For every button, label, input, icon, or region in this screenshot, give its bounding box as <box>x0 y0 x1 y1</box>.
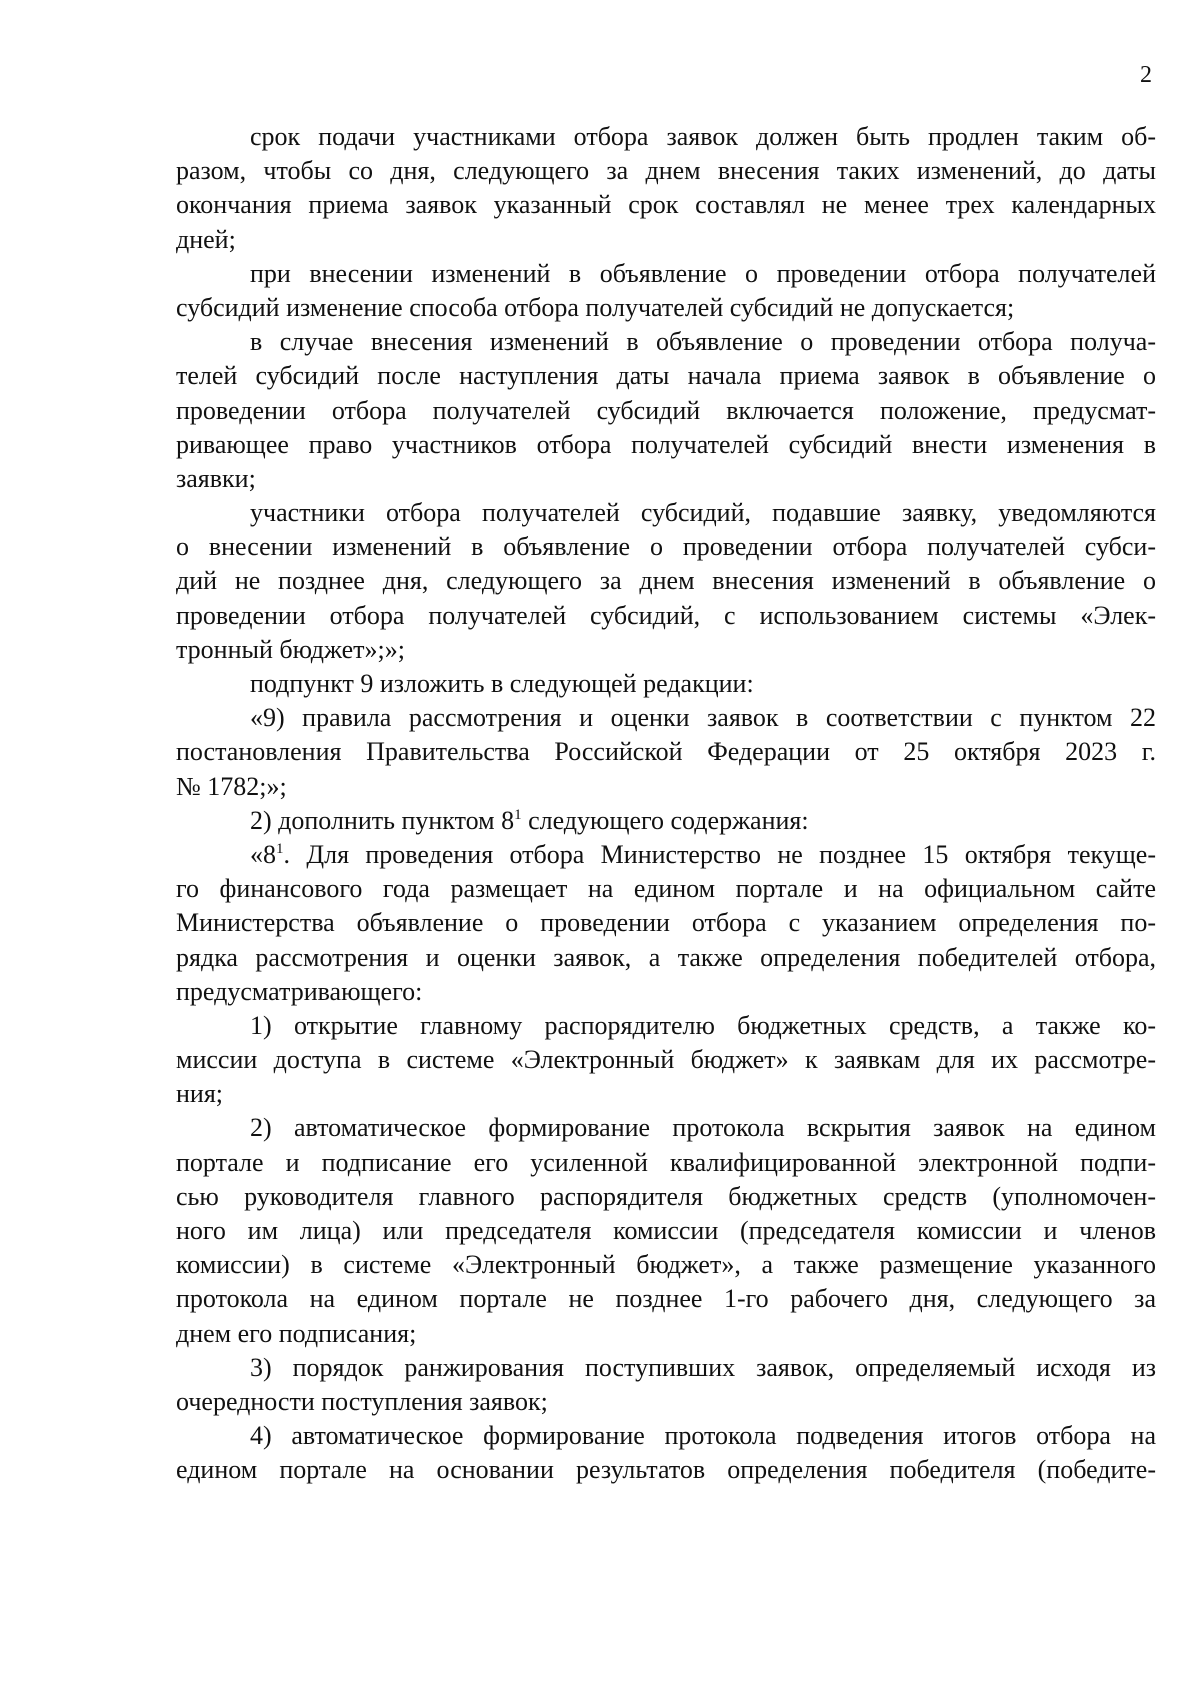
text-line-content: едином портале на основании результатов определения победителя (победите- <box>176 1455 1156 1485</box>
text-line-content: при внесении изменений в объявление о проведении отбора получателей <box>250 258 1156 288</box>
text-line-content: № 1782;»; <box>176 771 287 801</box>
text-line-content: 1) открытие главному распорядителю бюджетных средств, а также ко- <box>250 1010 1156 1040</box>
text-line <box>176 1180 1156 1214</box>
text-line-continuation: следующего содержания: <box>521 805 809 835</box>
text-line-content: Министерства объявление о проведении отбора с указанием определения по- <box>176 908 1156 938</box>
text-line-content: предусматривающего: <box>176 976 423 1006</box>
text-line-content: 2) дополнить пунктом 8 <box>250 805 515 835</box>
text-line-content: телей субсидий после наступления даты начала приема заявок в объявление о <box>176 361 1156 391</box>
page-number: 2 <box>1140 62 1152 88</box>
text-line-content: портале и подписание его усиленной квалифицированной электронной подпи- <box>176 1147 1156 1177</box>
text-line <box>176 1282 1156 1316</box>
text-line-content: в случае внесения изменений в объявление о проведении отбора получа- <box>250 327 1156 357</box>
text-line <box>176 1146 1156 1180</box>
text-line <box>176 1077 1156 1111</box>
text-line <box>176 1351 1156 1385</box>
text-line <box>176 1043 1156 1077</box>
text-line-content: 4) автоматическое формирование протокола подведения итогов отбора на <box>250 1421 1156 1451</box>
text-line <box>176 1317 1156 1351</box>
text-line-content: ния; <box>176 1079 224 1109</box>
text-line-content: днем его подписания; <box>176 1318 417 1348</box>
text-line <box>176 496 1156 530</box>
text-line-content: рядка рассмотрения и оценки заявок, а также определения победителей отбора, <box>176 942 1156 972</box>
text-line <box>176 599 1156 633</box>
text-line <box>176 428 1156 462</box>
text-line <box>176 906 1156 940</box>
text-line <box>176 872 1156 906</box>
superscript-index: 1 <box>276 840 284 857</box>
text-line <box>176 154 1156 188</box>
text-line <box>176 394 1156 428</box>
text-line <box>176 633 1156 667</box>
text-line <box>176 1248 1156 1282</box>
text-line-content: сью руководителя главного распорядителя бюджетных средств (уполномочен- <box>176 1181 1156 1211</box>
text-line-content: окончания приема заявок указанный срок составлял не менее трех календарных <box>176 190 1156 220</box>
text-line <box>176 530 1156 564</box>
text-line-content: комиссии) в системе «Электронный бюджет», а также размещение указанного <box>176 1250 1156 1280</box>
text-line-content: 3) порядок ранжирования поступивших заявок, определяемый исходя из <box>250 1352 1156 1382</box>
text-line <box>176 770 1156 804</box>
text-line-content: разом, чтобы со дня, следующего за днем внесения таких изменений, до даты <box>176 156 1156 186</box>
text-line-content: о внесении изменений в объявление о проведении отбора получателей субси- <box>176 532 1156 562</box>
text-line-content: дней; <box>176 224 236 254</box>
text-line-content: го финансового года размещает на едином портале и на официальном сайте <box>176 874 1156 904</box>
text-line-content: дий не позднее дня, следующего за днем внесения изменений в объявление о <box>176 566 1156 596</box>
text-line-content: заявки; <box>176 463 256 493</box>
text-line-content: подпункт 9 изложить в следующей редакции: <box>250 669 754 698</box>
text-line-content: срок подачи участниками отбора заявок должен быть продлен таким об- <box>250 122 1156 151</box>
text-line-content: тронный бюджет»;»; <box>176 634 405 664</box>
text-line <box>176 564 1156 598</box>
text-line <box>176 1111 1156 1145</box>
text-line-continuation: . Для проведения отбора Министерство не позднее 15 октября текуще- <box>283 839 1156 869</box>
text-line-content: «8 <box>250 839 276 869</box>
text-line-content: 2) автоматическое формирование протокола вскрытия заявок на едином <box>250 1113 1156 1143</box>
text-line-content: участники отбора получателей субсидий, подавшие заявку, уведомляются <box>250 498 1156 528</box>
text-line-content: постановления Правительства Российской Федерации от 25 октября 2023 г. <box>176 737 1156 767</box>
text-line <box>176 325 1156 359</box>
text-line <box>176 941 1156 975</box>
text-line-content: субсидий изменение способа отбора получателей субсидий не допускается; <box>176 292 1015 322</box>
text-line-content: протокола на едином портале не позднее 1-го рабочего дня, следующего за <box>176 1284 1156 1314</box>
text-line <box>176 804 1156 838</box>
text-line <box>176 462 1156 496</box>
text-line-content: проведении отбора получателей субсидий, с использованием системы «Элек- <box>176 600 1156 630</box>
text-line-content: проведении отбора получателей субсидий включается положение, предусмат- <box>176 395 1156 425</box>
text-line-content: миссии доступа в системе «Электронный бюджет» к заявкам для их рассмотре- <box>176 1045 1156 1075</box>
text-line <box>176 701 1156 735</box>
text-line <box>176 359 1156 393</box>
text-line-content: очередности поступления заявок; <box>176 1386 548 1416</box>
superscript-index: 1 <box>514 806 522 823</box>
text-line <box>176 735 1156 769</box>
text-line <box>176 838 1156 872</box>
text-line <box>176 1214 1156 1248</box>
text-line <box>176 1009 1156 1043</box>
text-line <box>176 188 1156 222</box>
text-line <box>176 975 1156 1009</box>
text-line <box>176 1453 1156 1487</box>
text-line <box>176 291 1156 325</box>
text-line <box>176 667 1156 701</box>
text-line <box>176 257 1156 291</box>
text-line-content: ривающее право участников отбора получателей субсидий внести изменения в <box>176 429 1156 459</box>
text-line <box>176 120 1156 154</box>
text-line-content: ного им лица) или председателя комиссии (председателя комиссии и членов <box>176 1216 1156 1245</box>
document-body <box>176 120 1156 1488</box>
text-line <box>176 223 1156 257</box>
text-line <box>176 1385 1156 1419</box>
text-line-content: «9) правила рассмотрения и оценки заявок в соответствии с пунктом 22 <box>250 703 1156 733</box>
text-line <box>176 1419 1156 1453</box>
